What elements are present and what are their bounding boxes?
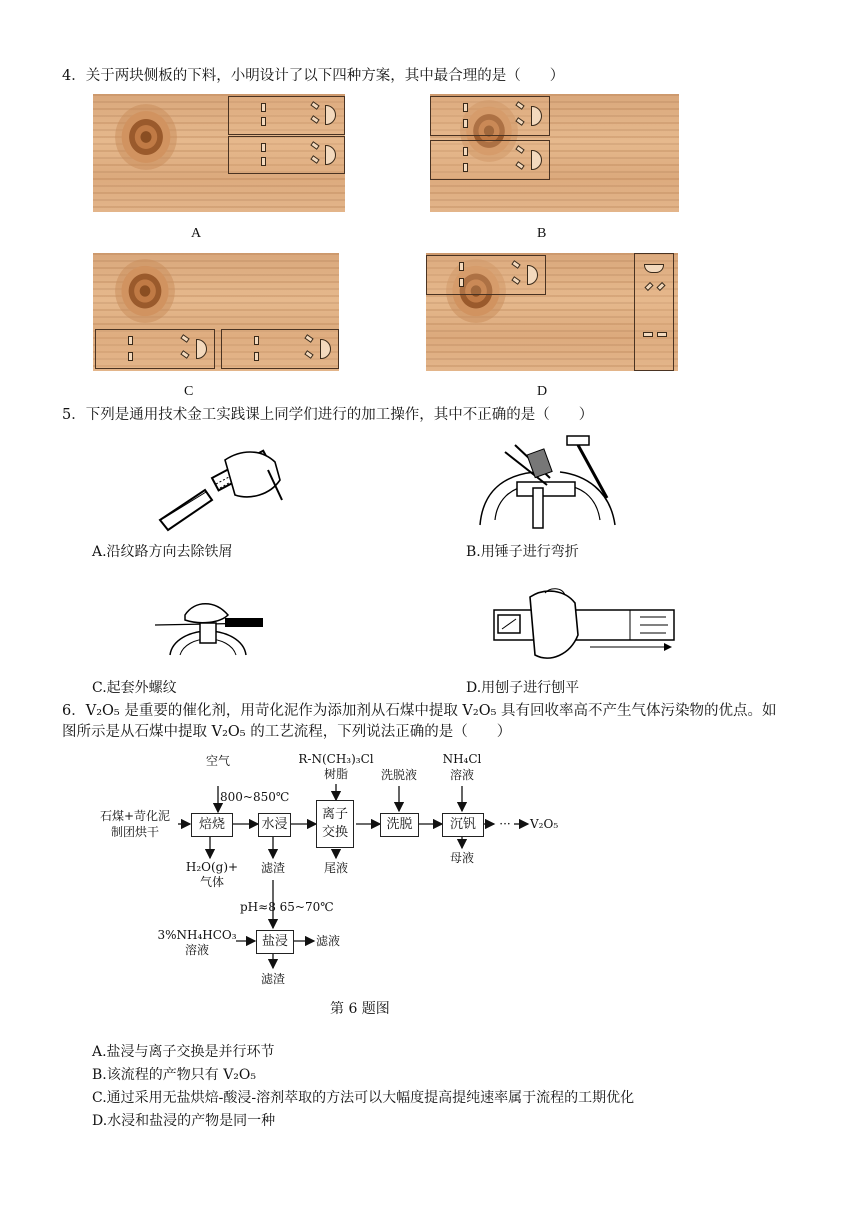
option-a-image <box>93 94 345 212</box>
q4-stem: 4．关于两块侧板的下料，小明设计了以下四种方案，其中最合理的是（ ） <box>62 68 565 84</box>
q5-option-d: D.用刨子进行刨平 <box>466 680 580 696</box>
figure-caption: 第 6 题图 <box>330 1001 390 1017</box>
q5-stem: 5．下列是通用技术金工实践课上同学们进行的加工操作，其中不正确的是（ ） <box>62 407 594 423</box>
box-ion-line1: 离子 <box>321 807 348 822</box>
planer-illustration <box>490 585 680 665</box>
option-c-image <box>93 253 339 371</box>
q5-option-c: C.起套外螺纹 <box>92 680 177 696</box>
label-tail: 尾液 <box>323 861 348 875</box>
label-gas-line1: H₂O(g)+ <box>185 860 239 874</box>
file-illustration <box>150 440 290 535</box>
label-dots: ··· <box>499 817 511 831</box>
q5-option-a: A.沿纹路方向去除铁屑 <box>92 544 233 560</box>
box-precip: 沉钒 <box>442 813 484 837</box>
option-b-image <box>430 94 679 212</box>
option-d-image <box>426 253 678 371</box>
label-feed-line1: 石煤+苛化泥 <box>99 809 171 823</box>
label-nh4cl-line2: 溶液 <box>449 768 474 782</box>
label-conditions: pH≈8 65~70℃ <box>240 900 334 914</box>
q6-option-b: B.该流程的产物只有 V₂O₅ <box>92 1067 257 1083</box>
q6-stem-line1: 6．V₂O₅ 是重要的催化剂，用苛化泥作为添加剂从石煤中提取 V₂O₅ 具有回收率高不产生气体污染物的优点。如 <box>62 703 777 719</box>
option-b-label: B <box>537 226 547 241</box>
box-ion-exchange <box>316 800 354 848</box>
box-elute: 洗脱 <box>380 813 419 837</box>
option-d-label: D <box>537 384 548 399</box>
die-illustration <box>150 595 270 660</box>
label-air: 空气 <box>205 754 230 768</box>
box-salt-leach: 盐浸 <box>256 930 294 954</box>
q6-option-c: C.通过采用无盐烘焙-酸浸-溶剂萃取的方法可以大幅度提高提纯速率属于流程的工期优化 <box>92 1090 635 1106</box>
label-resin-line1: R-N(CH₃)₃Cl <box>298 752 374 766</box>
label-nh4hco3-line2: 溶液 <box>184 943 209 957</box>
label-residue2: 滤渣 <box>260 972 285 986</box>
box-ion-line2: 交换 <box>321 825 348 840</box>
option-a-label: A <box>191 226 202 241</box>
q6-stem-line2: 图所示是从石煤中提取 V₂O₅ 的工艺流程，下列说法正确的是（ ） <box>62 724 512 740</box>
label-gas-line2: 气体 <box>199 875 224 889</box>
q6-option-a: A.盐浸与离子交换是并行环节 <box>92 1044 275 1060</box>
label-residue1: 滤渣 <box>260 861 285 875</box>
label-feed-line2: 制团烘干 <box>110 825 159 839</box>
box-water-leach: 水浸 <box>258 813 291 837</box>
label-nh4cl-line1: NH₄Cl <box>442 752 482 766</box>
q5-option-b: B.用锤子进行弯折 <box>466 544 579 560</box>
box-roast: 焙烧 <box>191 813 233 837</box>
label-mother: 母液 <box>449 851 474 865</box>
label-nh4hco3-line1: 3%NH₄HCO₃ <box>157 928 237 942</box>
option-c-label: C <box>184 384 194 399</box>
label-product: V₂O₅ <box>530 817 559 831</box>
label-eluent: 洗脱液 <box>380 768 417 782</box>
process-flow-diagram <box>90 748 580 988</box>
hammer-illustration <box>475 430 620 535</box>
q6-option-d: D.水浸和盐浸的产物是同一种 <box>92 1113 276 1129</box>
label-temp1: 800~850℃ <box>220 790 290 804</box>
label-resin-line2: 树脂 <box>323 767 348 781</box>
label-filtrate: 滤液 <box>316 934 341 948</box>
